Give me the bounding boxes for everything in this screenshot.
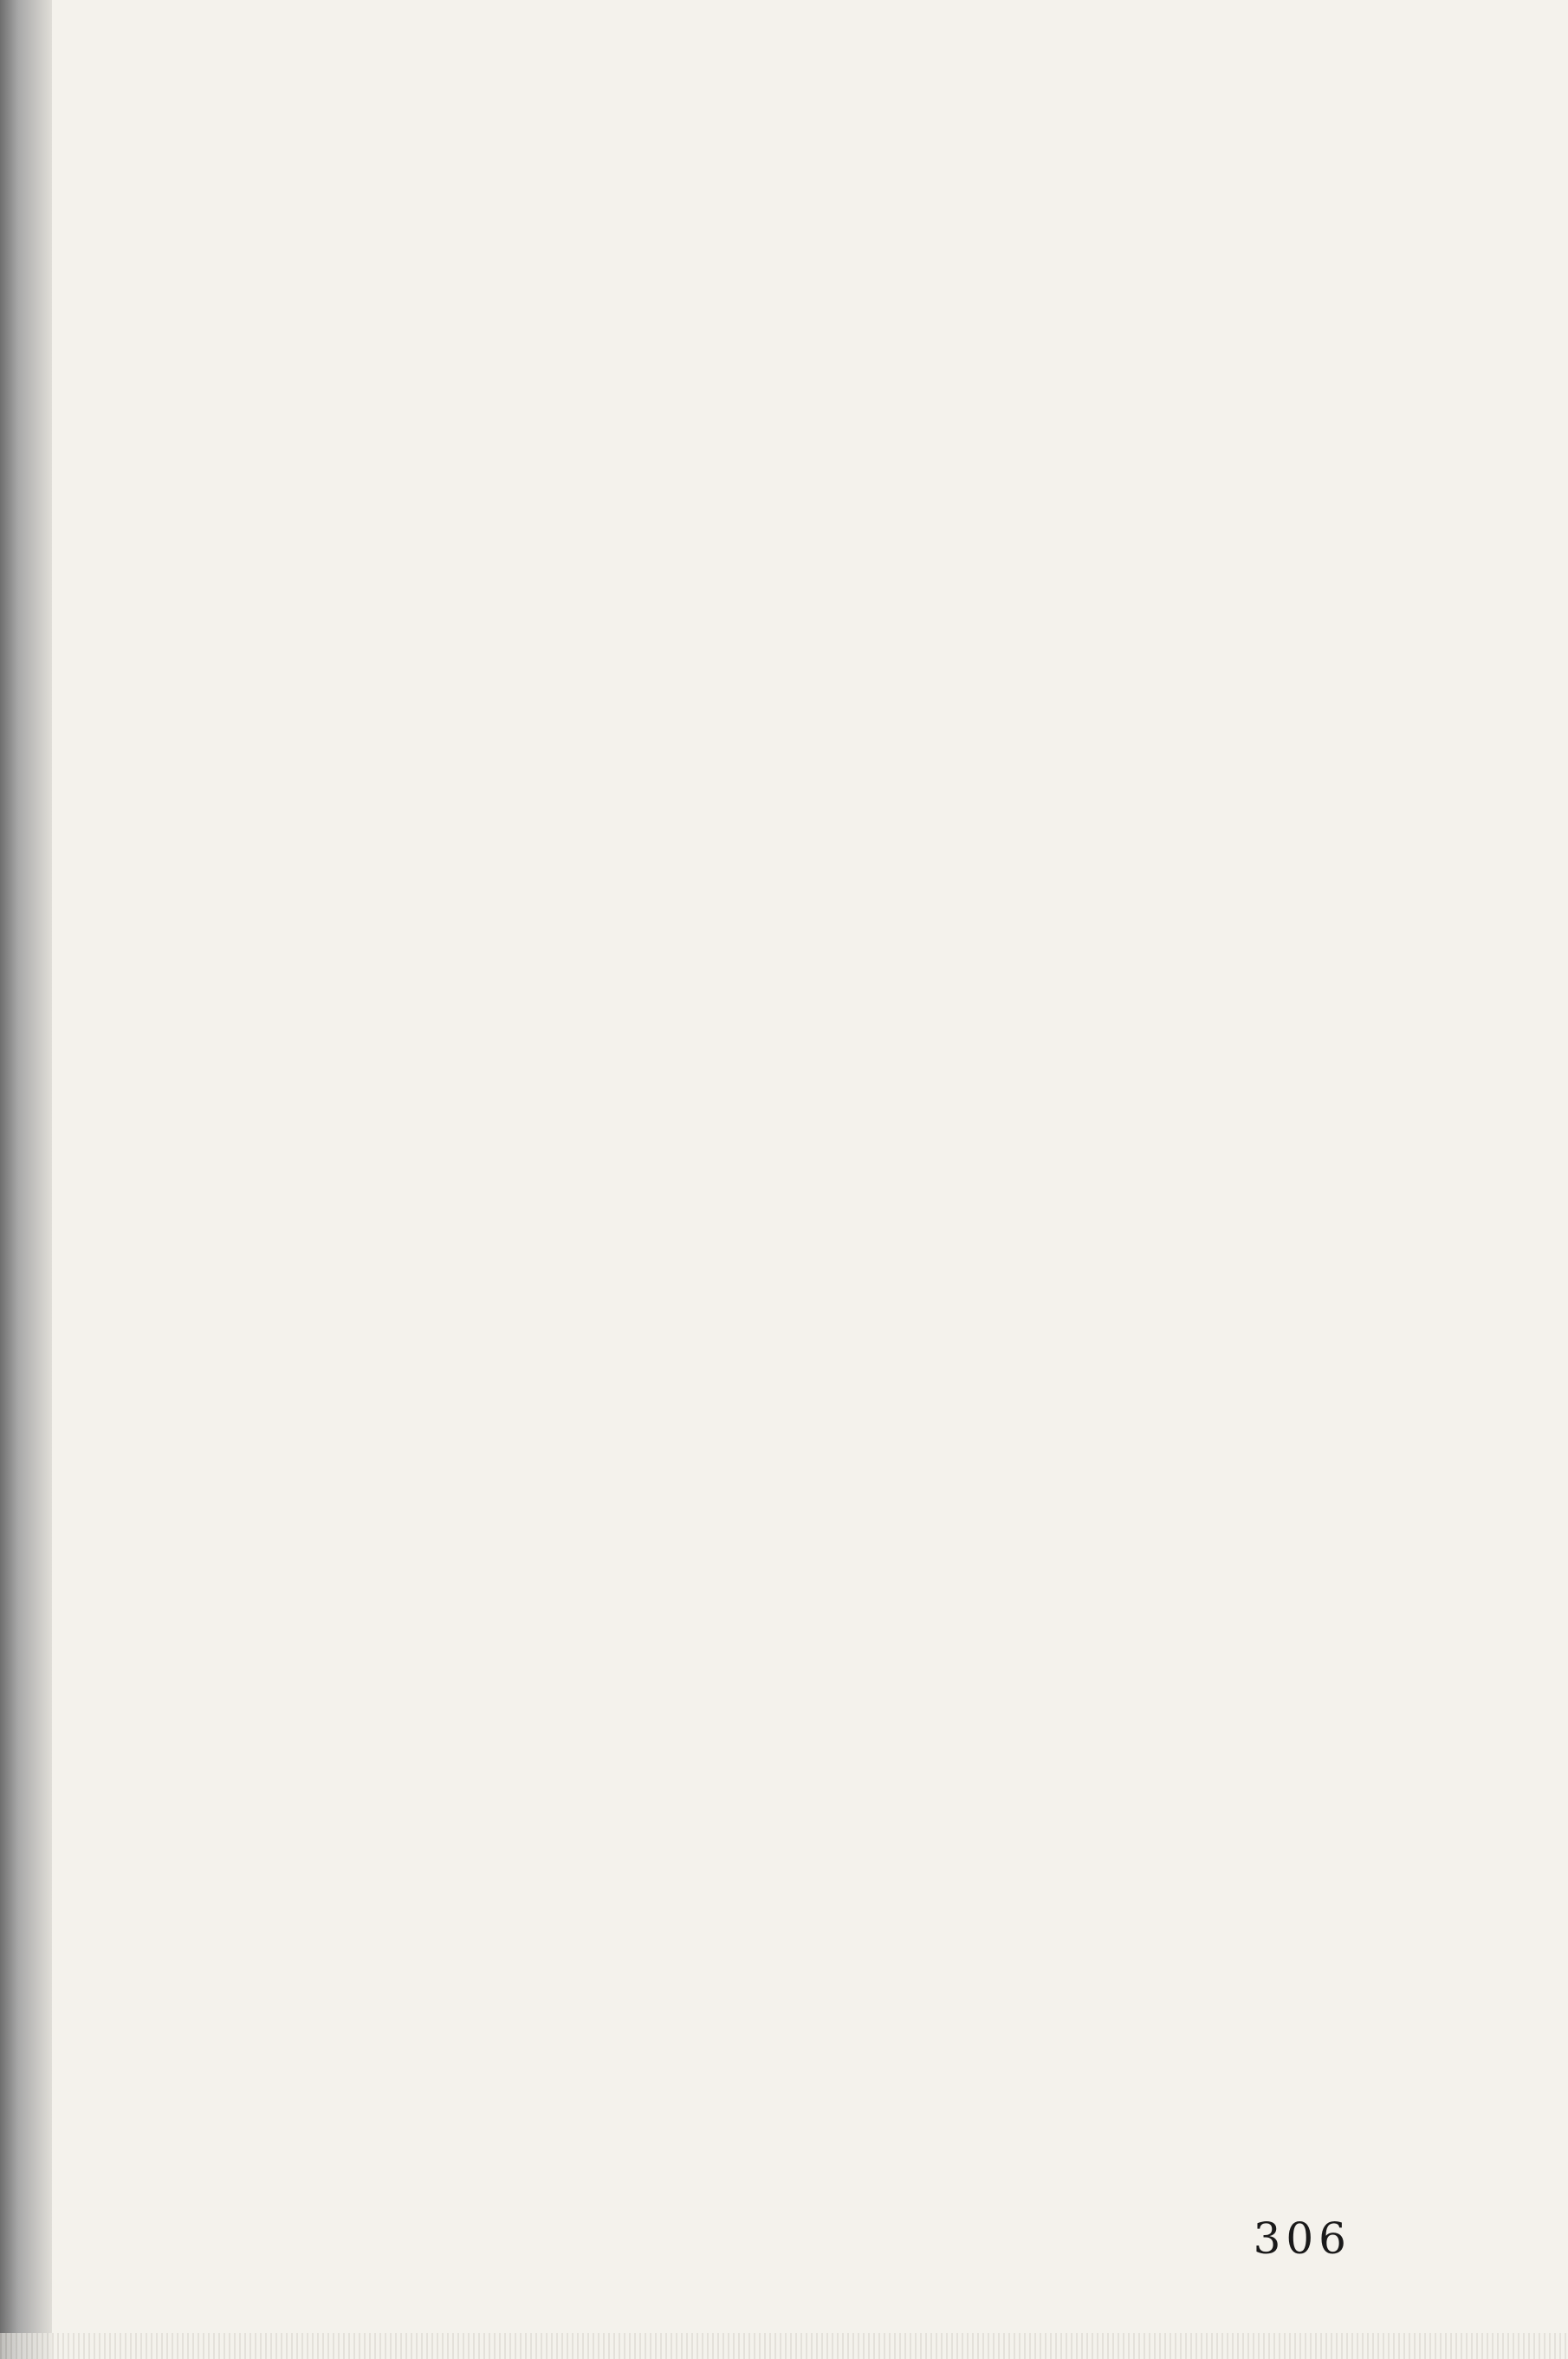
page-number: 306 xyxy=(1253,2213,1351,2264)
text-block-upper xyxy=(139,182,1369,1161)
text-block-lower xyxy=(139,1200,1369,2179)
page-footer xyxy=(1184,2213,1351,2264)
book-spine xyxy=(0,0,52,2359)
scan-edge xyxy=(0,2333,1568,2359)
